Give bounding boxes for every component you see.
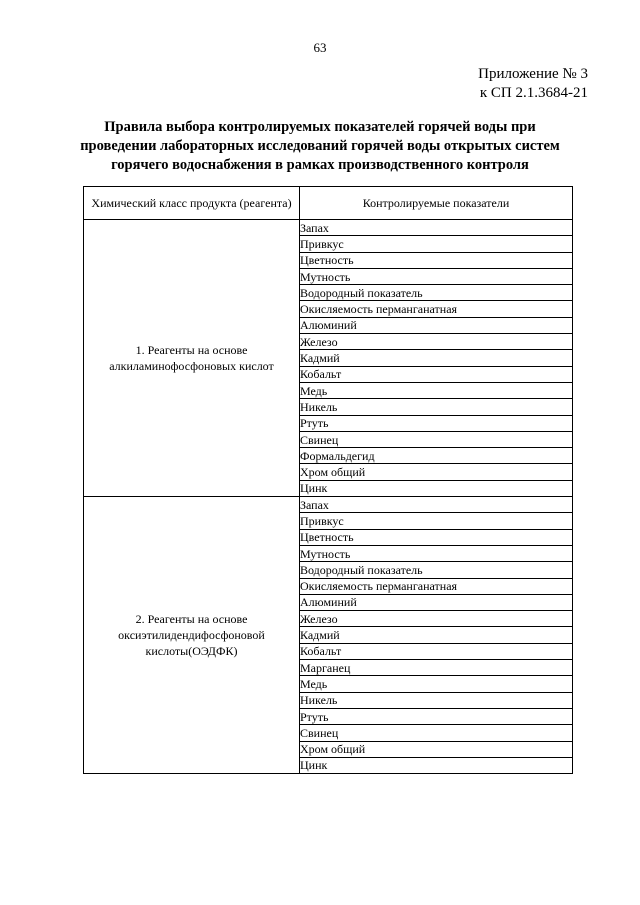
table-row — [84, 497, 573, 513]
table-row — [84, 220, 573, 236]
indicators-table — [83, 186, 573, 774]
header-chemical-class: Химический класс продукта (реагента) — [84, 187, 300, 220]
indicator-cell: Цинк — [300, 480, 573, 496]
indicator-cell: Окисляемость перманганатная — [300, 578, 573, 594]
indicator-cell: Цветность — [300, 252, 573, 268]
chemical-class-cell: 1. Реагенты на основе алкиламинофосфоновых кислот — [84, 220, 300, 497]
table-body — [84, 220, 573, 774]
appendix-number: Приложение № 3 — [478, 66, 588, 82]
indicator-cell: Кобальт — [300, 643, 573, 659]
indicator-cell: Кобальт — [300, 366, 573, 382]
indicator-cell: Кадмий — [300, 627, 573, 643]
indicator-cell: Медь — [300, 676, 573, 692]
indicator-cell: Ртуть — [300, 708, 573, 724]
indicator-cell: Никель — [300, 399, 573, 415]
indicator-cell: Цинк — [300, 757, 573, 773]
indicator-cell: Ртуть — [300, 415, 573, 431]
indicator-cell: Свинец — [300, 431, 573, 447]
indicator-cell: Марганец — [300, 660, 573, 676]
indicator-cell: Никель — [300, 692, 573, 708]
indicator-cell: Медь — [300, 382, 573, 398]
chemical-class-cell: 2. Реагенты на основе оксиэтилидендифосфоновой кислоты(ОЭДФК) — [84, 497, 300, 774]
indicator-cell: Железо — [300, 611, 573, 627]
header-controlled-indicators: Контролируемые показатели — [300, 187, 573, 220]
table-header-row — [84, 187, 573, 220]
indicator-cell: Алюминий — [300, 317, 573, 333]
indicator-cell: Железо — [300, 334, 573, 350]
indicator-cell: Хром общий — [300, 464, 573, 480]
indicator-cell: Свинец — [300, 725, 573, 741]
page-number: 63 — [313, 40, 327, 55]
document-title: Правила выбора контролируемых показателей горячей воды при проведении лабораторных исследований горячей воды открытых систем горячего водоснабжения в рамках производственного контроля — [80, 119, 560, 173]
indicator-cell: Привкус — [300, 236, 573, 252]
indicator-cell: Привкус — [300, 513, 573, 529]
indicator-cell: Алюминий — [300, 594, 573, 610]
indicator-cell: Запах — [300, 497, 573, 513]
indicator-cell: Формальдегид — [300, 448, 573, 464]
indicator-cell: Окисляемость перманганатная — [300, 301, 573, 317]
indicator-cell: Мутность — [300, 268, 573, 284]
indicator-cell: Цветность — [300, 529, 573, 545]
indicator-cell: Мутность — [300, 545, 573, 561]
indicator-cell: Водородный показатель — [300, 285, 573, 301]
appendix-document-code: к СП 2.1.3684-21 — [479, 85, 588, 101]
indicator-cell: Кадмий — [300, 350, 573, 366]
indicator-cell: Запах — [300, 220, 573, 236]
indicator-cell: Водородный показатель — [300, 562, 573, 578]
indicator-cell: Хром общий — [300, 741, 573, 757]
appendix-reference — [478, 65, 588, 103]
